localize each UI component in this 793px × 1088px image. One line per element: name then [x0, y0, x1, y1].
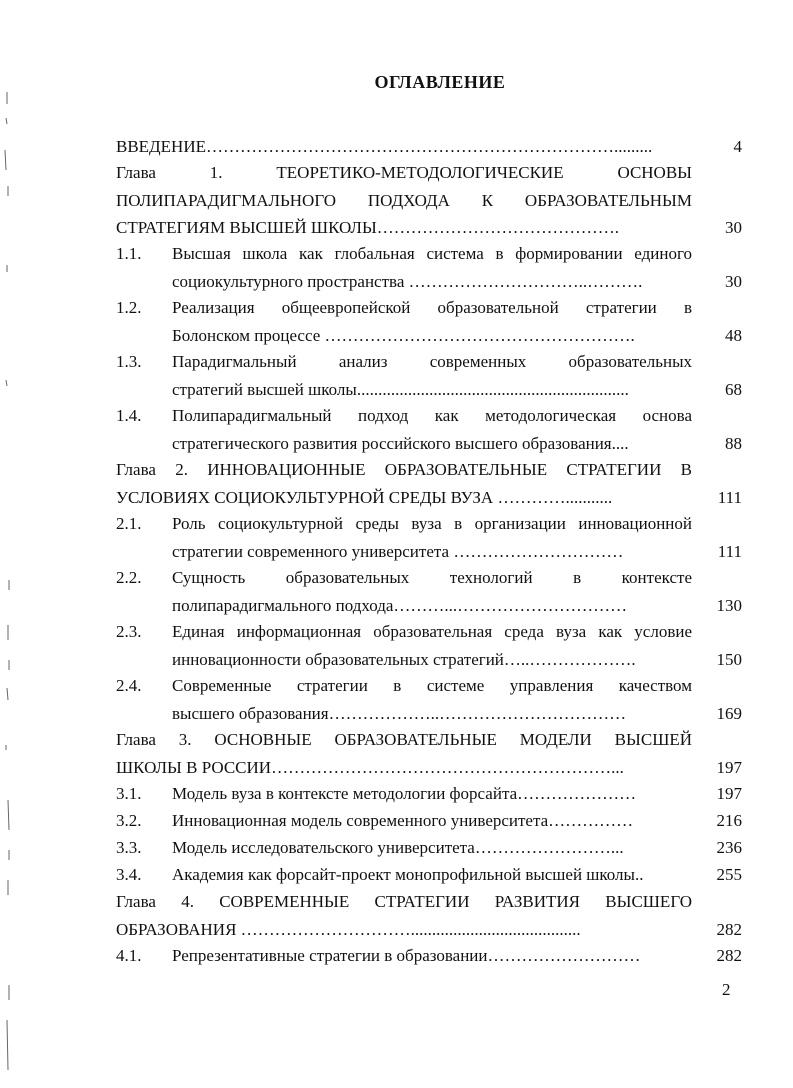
- toc-page-ref: 282: [716, 919, 742, 939]
- toc-page-ref: 111: [717, 487, 742, 507]
- toc-section-title-line[interactable]: Реализация общеевропейской образовательной стратегии в: [172, 298, 692, 317]
- toc-section-title-line[interactable]: Модель исследовательского университета……………………...: [172, 838, 624, 857]
- toc-section-title-line[interactable]: Современные стратегии в системе управления качеством: [172, 676, 692, 695]
- toc-page-ref: 236: [716, 838, 742, 857]
- toc-page-ref: 130: [716, 595, 742, 615]
- toc-section-number: 1.1.: [116, 244, 142, 263]
- toc-chapter-title-line[interactable]: ПОЛИПАРАДИГМАЛЬНОГО ПОДХОДА К ОБРАЗОВАТЕЛЬНЫМ: [116, 190, 692, 210]
- toc-section-number: 4.1.: [116, 946, 142, 965]
- toc-section-title-line[interactable]: Полипарадигмальный подход как методологическая основа: [172, 406, 692, 425]
- toc-page-ref: 4: [733, 137, 742, 156]
- toc-page-ref: 30: [725, 271, 742, 291]
- toc-section-number: 2.1.: [116, 514, 142, 533]
- toc-title: ОГЛАВЛЕНИЕ: [374, 72, 506, 92]
- toc-chapter-title-line[interactable]: Глава 2. ИННОВАЦИОННЫЕ ОБРАЗОВАТЕЛЬНЫЕ СТРАТЕГИИ В: [116, 460, 692, 479]
- toc-section-number: 1.3.: [116, 352, 142, 371]
- toc-section-number: 2.3.: [116, 622, 142, 641]
- toc-section-title-line[interactable]: социокультурного пространства …………………………..……….: [172, 271, 643, 291]
- toc-section-number: 1.2.: [116, 298, 142, 317]
- toc-page-ref: 197: [716, 784, 742, 803]
- toc-chapter-title-line[interactable]: ОБРАЗОВАНИЯ …………………………........................................: [116, 919, 581, 939]
- toc-section-number: 2.2.: [116, 568, 142, 587]
- toc-section-title-line[interactable]: Академия как форсайт-проект монопрофильной высшей школы..: [172, 865, 644, 884]
- toc-page-ref: 169: [716, 703, 742, 723]
- toc-section-title-line[interactable]: инновационности образовательных стратегий…..……………….: [172, 649, 636, 669]
- toc-page-ref: 48: [725, 325, 742, 345]
- toc-page-ref: 255: [716, 865, 742, 884]
- toc-section-number: 1.4.: [116, 406, 142, 425]
- toc-section-number: 3.1.: [116, 784, 142, 803]
- toc-section-title-line[interactable]: Высшая школа как глобальная система в формировании единого: [172, 244, 692, 263]
- scan-margin-marks: [0, 0, 20, 1088]
- toc-page-ref: 216: [716, 811, 742, 830]
- toc-section-title-line[interactable]: Инновационная модель современного университета……………: [172, 811, 634, 830]
- toc-page-ref: 282: [716, 946, 742, 965]
- toc-section-title-line[interactable]: стратегии современного университета …………………………: [172, 541, 624, 561]
- toc-section-title-line[interactable]: Болонском процессе ……………………………………………….: [172, 325, 635, 345]
- toc-section-title-line[interactable]: высшего образования………………..……………………………: [172, 703, 627, 723]
- toc-page-ref: 197: [716, 757, 742, 777]
- toc-section-title-line[interactable]: стратегий высшей школы................................................................: [172, 379, 629, 399]
- toc-chapter-title-line[interactable]: Глава 1. ТЕОРЕТИКО-МЕТОДОЛОГИЧЕСКИЕ ОСНОВЫ: [116, 163, 692, 182]
- toc-chapter-title-line[interactable]: Глава 4. СОВРЕМЕННЫЕ СТРАТЕГИИ РАЗВИТИЯ ВЫСШЕГО: [116, 892, 692, 911]
- toc-section-title-line[interactable]: Модель вуза в контексте методологии форсайта…………………: [172, 784, 637, 803]
- toc-chapter-title-line[interactable]: УСЛОВИЯХ СОЦИОКУЛЬТУРНОЙ СРЕДЫ ВУЗА …………...........: [116, 487, 613, 507]
- toc-chapter-title-line[interactable]: Глава 3. ОСНОВНЫЕ ОБРАЗОВАТЕЛЬНЫЕ МОДЕЛИ ВЫСШЕЙ: [116, 730, 692, 749]
- toc-page-ref: 68: [725, 379, 742, 399]
- toc-page-ref: 150: [716, 649, 742, 669]
- toc-section-number: 3.4.: [116, 865, 142, 884]
- toc-section-number: 3.3.: [116, 838, 142, 857]
- toc-section-title-line[interactable]: Единая информационная образовательная среда вуза как условие: [172, 622, 692, 641]
- toc-section-title-line[interactable]: полипарадигмального подхода………...…………………………: [172, 595, 628, 615]
- toc-section-number: 2.4.: [116, 676, 142, 695]
- toc-section-title-line[interactable]: Сущность образовательных технологий в контексте: [172, 568, 692, 587]
- toc-section-title-line[interactable]: Роль социокультурной среды вуза в организации инновационной: [172, 514, 692, 533]
- toc-page-ref: 30: [725, 218, 742, 238]
- page-number: 2: [722, 980, 731, 999]
- toc-section-title-line[interactable]: Репрезентативные стратегии в образовании………………………: [172, 946, 641, 965]
- toc-page-ref: 88: [725, 433, 742, 453]
- toc-section-number: 3.2.: [116, 811, 142, 830]
- toc-section-title-line[interactable]: Парадигмальный анализ современных образовательных: [172, 352, 692, 371]
- toc-chapter-title-line[interactable]: СТРАТЕГИЯМ ВЫСШЕЙ ШКОЛЫ…………………………………….: [116, 218, 620, 238]
- toc-chapter-title-line[interactable]: ШКОЛЫ В РОССИИ……………………………………………………...: [116, 757, 624, 777]
- toc-chapter-title-line[interactable]: ВВЕДЕНИЕ……………………………………………………………….........: [116, 137, 653, 156]
- toc-page-ref: 111: [717, 541, 742, 561]
- toc-section-title-line[interactable]: стратегического развития российского высшего образования....: [172, 433, 629, 453]
